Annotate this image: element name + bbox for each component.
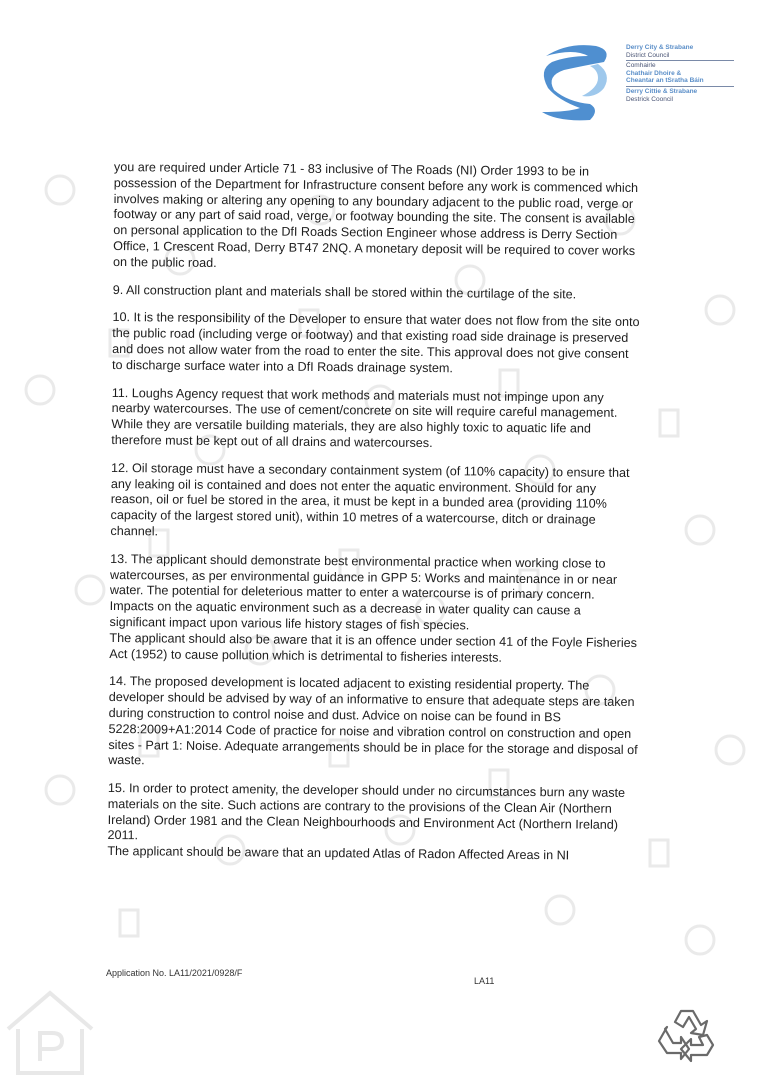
paragraph-13-continued: The applicant should also be aware that it is an offence under section 41 of the Foyle Fisheries Act (1952) to cause pollution which is detrimental to fisheries interests. (109, 630, 638, 665)
council-name-line: Destrick Cooncil (626, 95, 673, 103)
council-name-line: Cheantar an tSratha Báin (626, 77, 704, 85)
application-number: Application No. LA11/2021/0928/F (106, 968, 243, 978)
council-name-line: Chathair Dhoire & (626, 69, 682, 77)
paragraph-13: 13. The applicant should demonstrate best environmental practice when working close to watercourses, as per environmental guidance in GPP 5: Works and maintenance in or near water. The potential for deleterious matter to enter a watercourse is of primary concern. Impacts on the aquatic environment such as a decrease in water quality can cause a significant impact upon various life history stages of fish species. (109, 551, 618, 633)
council-name-line: District Council (626, 51, 670, 59)
paragraph-9: 9. All construction plant and materials shall be stored within the curtilage of the site. (112, 282, 577, 302)
footer-code: LA11 (474, 976, 495, 986)
council-name-block (626, 44, 734, 103)
council-name-line: Comhairle (626, 62, 656, 70)
recycle-icon (655, 1005, 719, 1065)
council-s-logo-icon (538, 40, 620, 122)
paragraph-10: 10. It is the responsibility of the Developer to ensure that water does not flow from the site onto the public road (including verge or footway) and that existing road side drainage is preserved and does not allow water from the road to enter the site. This approval does not give consent to discharge surface water into a DfI Roads drainage system. (111, 310, 640, 376)
paragraph-15: 15. In order to protect amenity, the developer should under no circumstances burn any waste materials on the site. Such actions are contrary to the provisions of the Clean Air (Northern Ireland) Order 1981 and the Clean Neighbourhoods and Environment Act (Northern Ireland) 2011. (107, 781, 626, 843)
paragraph-11: 11. Loughs Agency request that work methods and materials must not impinge upon any nearby watercourses. The use of cement/concrete on site will require careful management. While they are versatile building materials, they are also highly toxic to aquatic life and therefore must be kept out of all drains and watercourses. (111, 385, 618, 451)
paragraph-14: 14. The proposed development is located adjacent to existing residential property. The developer should be advised by way of an informative to ensure that adequate steps are taken during construction to control noise and dust. Advice on noise can be found in BS 5228:2009+A1:2014 Code of practice for noise and vibration control on construction and open sites - Part 1: Noise. Adequate arrangements should be in place for the storage and disposal of waste. (108, 674, 638, 768)
council-logo (538, 40, 734, 124)
paragraph-intro: you are required under Article 71 - 83 inclusive of The Roads (NI) Order 1993 to be in possession of the Department for Infrastructure consent before any work is commenced which involves making or altering any opening to any boundary adjacent to the public road, verge or footway or any part of said road, verge, or footway bounding the site. The consent is available on personal application to the DfI Roads Section Engineer whose address is Derry Section Office, 1 Crescent Road, Derry BT47 2NQ. A monetary deposit will be required to cover works on the public road. (112, 160, 639, 270)
site-watermark-logo-icon (0, 985, 100, 1080)
council-name-line: Derry Cittie & Strabane (626, 87, 698, 95)
document-body (107, 160, 644, 877)
paragraph-12: 12. Oil storage must have a secondary containment system (of 110% capacity) to ensure that any leaking oil is contained and does not enter the aquatic environment. Should for any reason, oil or fuel be stored in the area, it must be kept in a bunded area (providing 110% capacity of the largest stored unit), within 10 metres of a watercourse, ditch or drainage channel. (110, 460, 630, 539)
council-name-line: Derry City & Strabane (626, 44, 694, 51)
paragraph-15-continued: The applicant should be aware that an updated Atlas of Radon Affected Areas in NI (107, 844, 570, 863)
